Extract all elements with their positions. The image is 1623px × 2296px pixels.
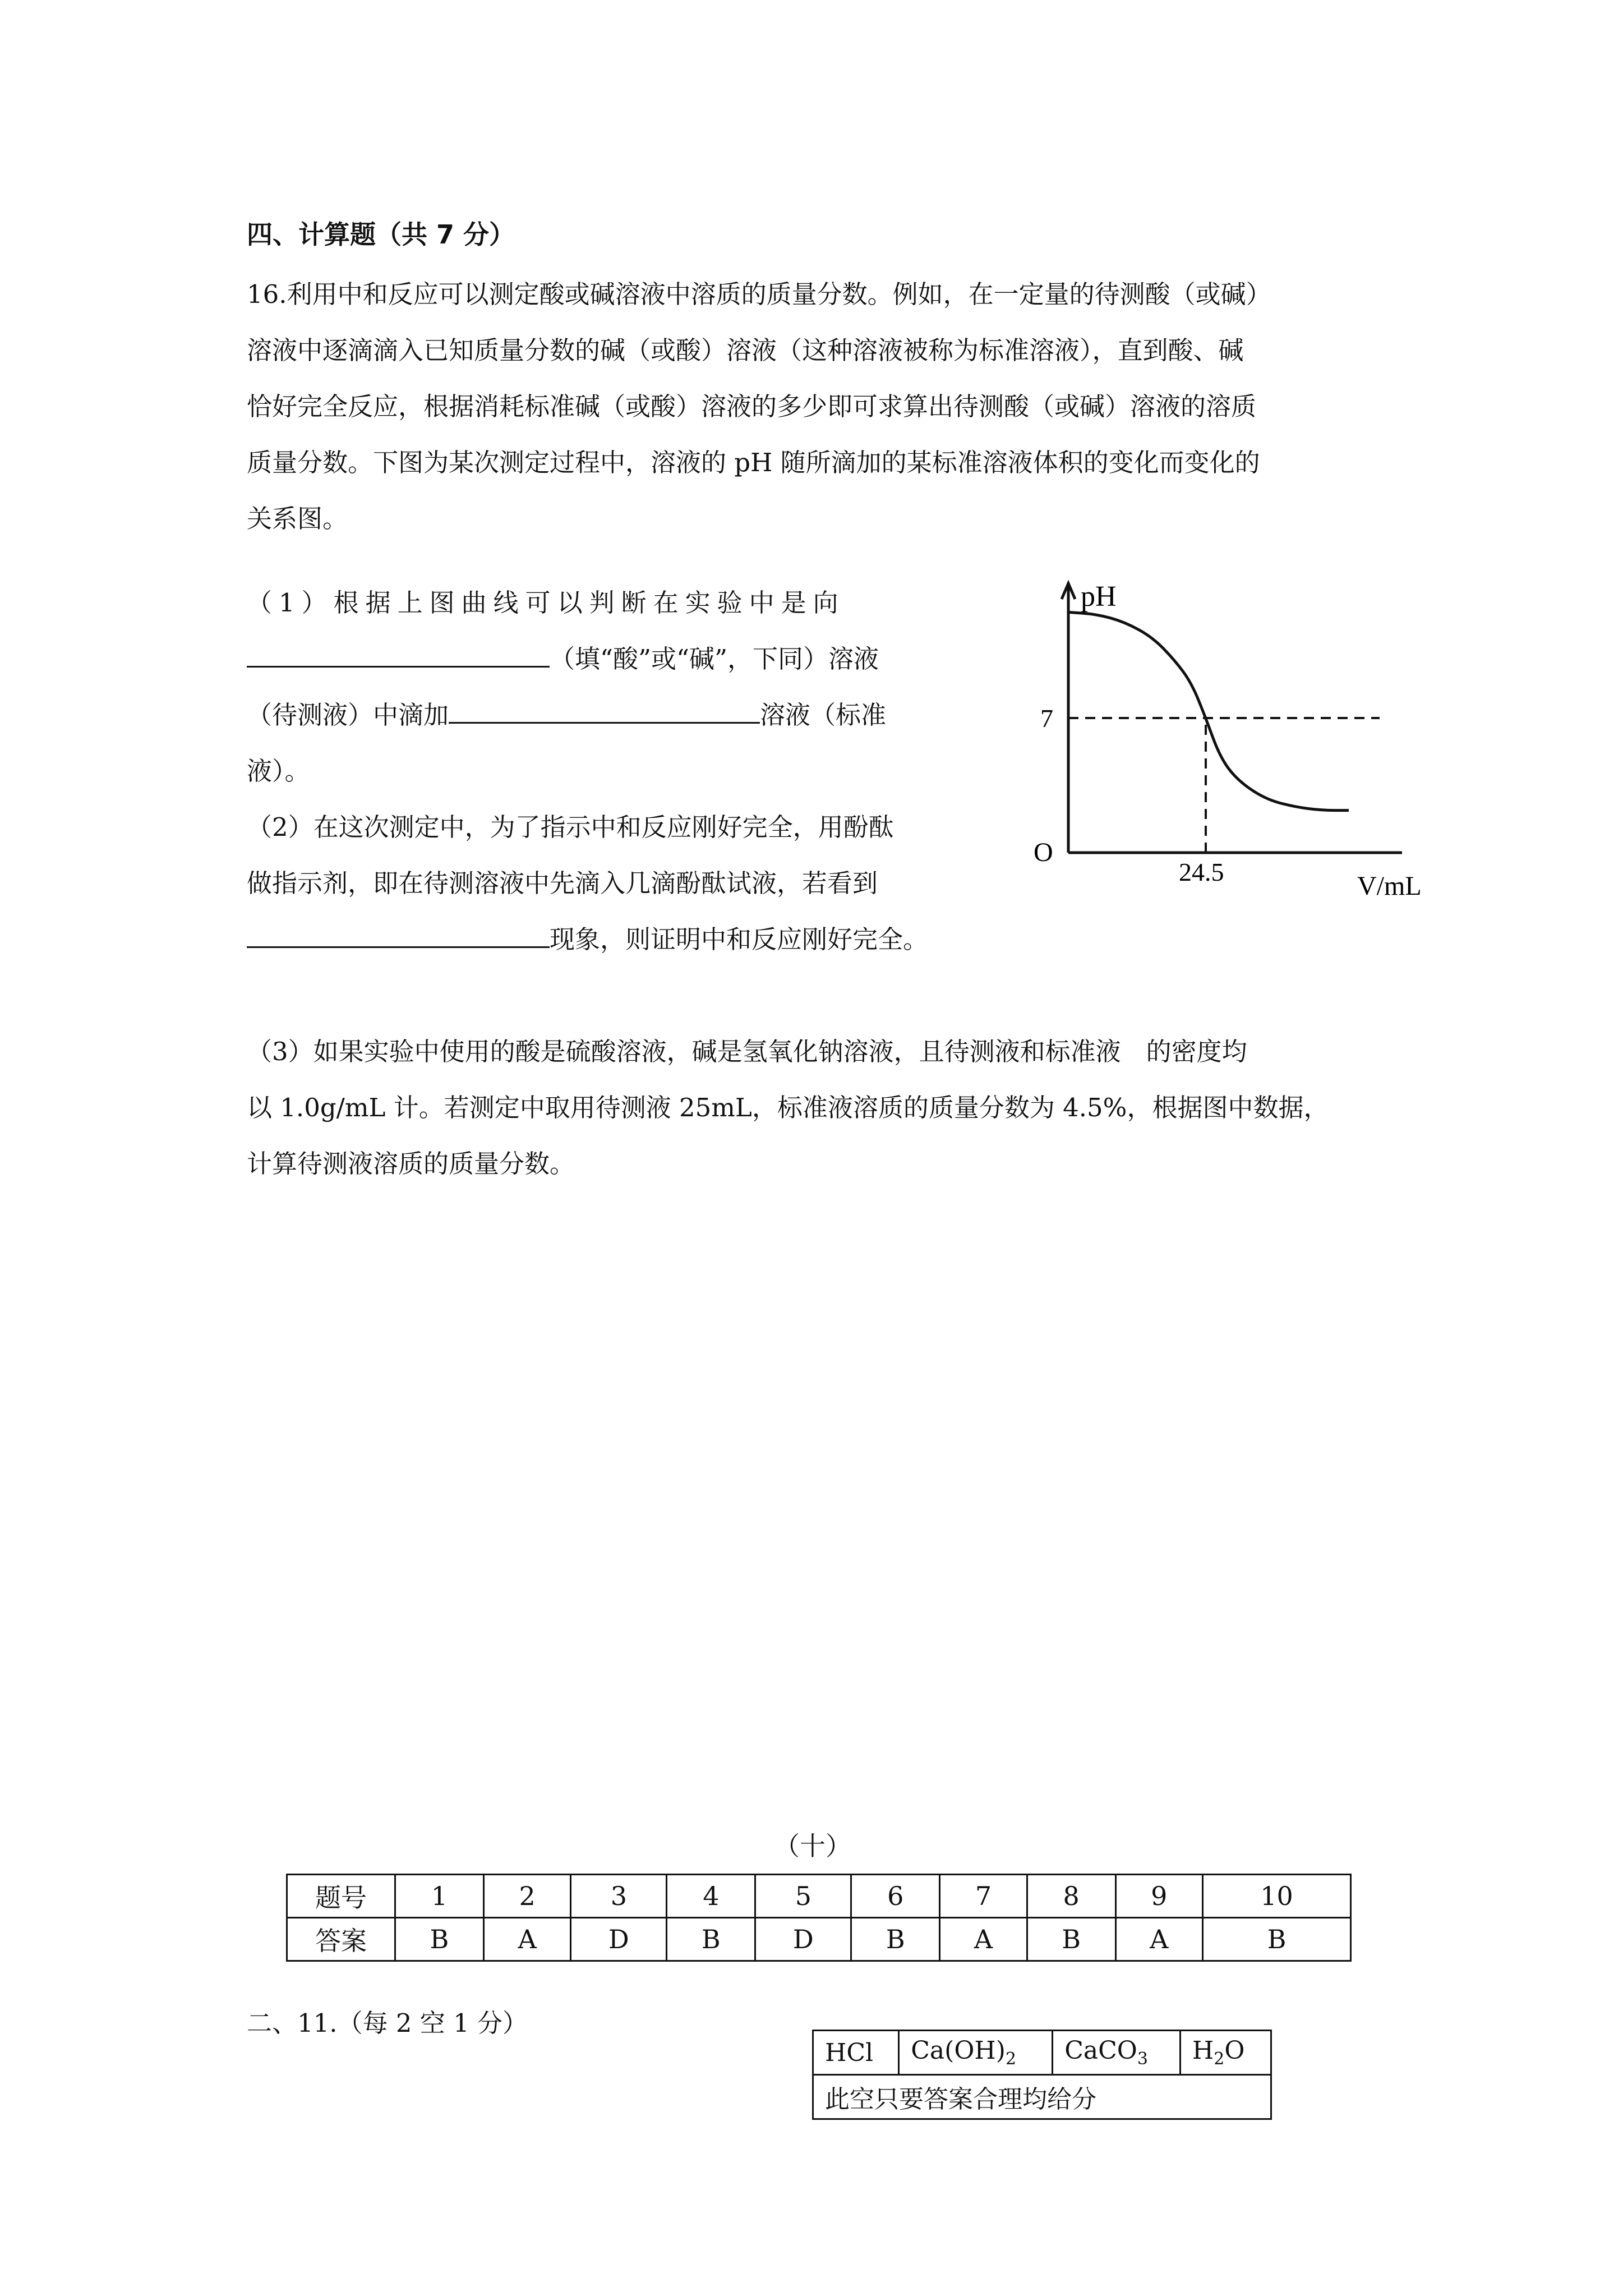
row-header: 答案 (287, 1918, 395, 1961)
row-header: 题号 (287, 1875, 395, 1918)
ph-curve (1068, 612, 1349, 810)
table-row (813, 2031, 1271, 2075)
table-cell: B (1027, 1918, 1115, 1961)
table-cell: 4 (667, 1875, 755, 1918)
table-cell: B (1202, 1918, 1350, 1961)
table-cell: $H_2O$ (1180, 2031, 1271, 2075)
part1-line3: （待测液）中滴加 溶液（标准 (247, 687, 993, 743)
intro-line: 关系图。 (247, 504, 348, 533)
table-cell: 3 (571, 1875, 667, 1918)
table-row (287, 1918, 1351, 1961)
answer-blank[interactable] (449, 697, 760, 724)
part2-line3: 现象，则证明中和反应刚好完全。 (247, 912, 993, 968)
origin-label: O (1034, 838, 1053, 867)
section-heading: 四、计算题（共 7 分） (247, 219, 515, 250)
answer-section-title: （十） (774, 1831, 851, 1861)
chart-marks (1040, 612, 1380, 886)
part1-line2: （填“酸”或“碱”，下同）溶液 (247, 631, 993, 687)
table-cell: HCl (813, 2031, 899, 2075)
answer-table (286, 1874, 1352, 1962)
intro-line: 质量分数。下图为某次测定过程中，溶液的 pH 随所滴加的某标准溶液体积的变化而变化的 (247, 448, 1260, 477)
question-16-part-3 (247, 1024, 1402, 1192)
answer-blank[interactable] (247, 641, 550, 668)
table-cell: CaCO$_3$ (1053, 2031, 1181, 2075)
table-cell: 2 (483, 1875, 570, 1918)
answer-blank[interactable] (247, 922, 550, 948)
table-cell: A (1115, 1918, 1202, 1961)
intro-line: 16.利用中和反应可以测定酸或碱溶液中溶质的质量分数。例如，在一定量的待测酸（或碱） (247, 279, 1271, 309)
question-16-intro (247, 266, 1402, 547)
table-cell: B (851, 1918, 940, 1961)
table-cell: 9 (1115, 1875, 1202, 1918)
question-16-parts-1-2 (247, 575, 993, 968)
table-cell: D (571, 1918, 667, 1961)
chart-axes (1034, 581, 1422, 898)
part2-line2: 做指示剂，即在待测溶液中先滴入几滴酚酞试液，若看到 (247, 868, 878, 898)
table-cell: 5 (755, 1875, 851, 1918)
table-cell: A (940, 1918, 1027, 1961)
x-tick-label: 24.5 (1179, 858, 1224, 886)
table-cell: 8 (1027, 1875, 1115, 1918)
table-row (813, 2075, 1271, 2119)
part1-line1: （1）根据上图曲线可以判断在实验中是向 (247, 588, 845, 618)
part3-line: （3）如果实验中使用的酸是硫酸溶液，碱是氢氧化钠溶液，且待测液和标准液 的密度均 (247, 1037, 1247, 1066)
table-cell: 7 (940, 1875, 1027, 1918)
intro-line: 恰好完全反应，根据消耗标准碱（或酸）溶液的多少即可求算出待测酸（或碱）溶液的溶质 (247, 392, 1257, 421)
part-11-label: 二、11.（每 2 空 1 分） (247, 2008, 528, 2038)
intro-line: 溶液中逐滴滴入已知质量分数的碱（或酸）溶液（这种溶液被称为标准溶液），直到酸、碱 (247, 335, 1244, 365)
table-cell: B (667, 1918, 755, 1961)
y-tick-label: 7 (1040, 704, 1053, 733)
x-axis-label: V/mL (1357, 871, 1422, 898)
table-cell: $Ca(OH)_2$ (899, 2031, 1053, 2075)
table-cell: 此空只要答案合理均给分 (813, 2075, 1271, 2119)
table-row (287, 1875, 1351, 1918)
y-axis-label: pH (1081, 581, 1117, 613)
table-cell: A (483, 1918, 570, 1961)
formula-table (812, 2030, 1272, 2120)
table-cell: D (755, 1918, 851, 1961)
table-cell: 10 (1202, 1875, 1350, 1918)
ph-titration-chart (998, 555, 1447, 898)
part3-line: 计算待测液溶质的质量分数。 (247, 1149, 575, 1179)
table-cell: 6 (851, 1875, 940, 1918)
table-cell: 1 (395, 1875, 484, 1918)
part2-line1: （2）在这次测定中，为了指示中和反应刚好完全，用酚酞 (247, 812, 894, 842)
part1-line4: 液）。 (247, 756, 310, 786)
table-cell: B (395, 1918, 484, 1961)
part3-line: 以 1.0g/mL 计。若测定中取用待测液 25mL，标准液溶质的质量分数为 4.5%，根据图中数据， (247, 1093, 1329, 1122)
